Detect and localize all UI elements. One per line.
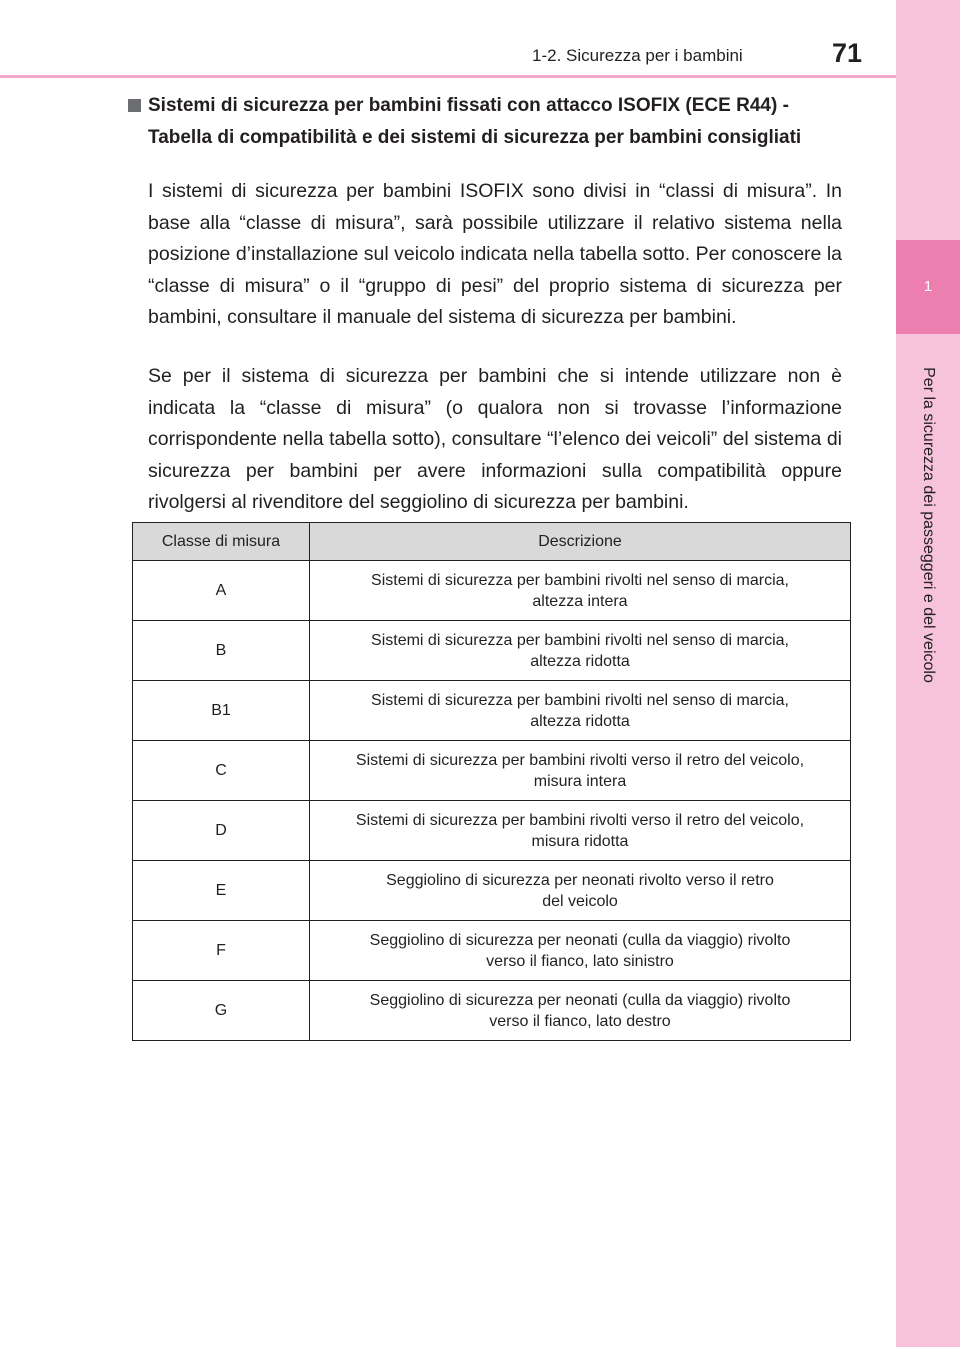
description-cell bbox=[310, 861, 851, 921]
table-row bbox=[133, 741, 851, 801]
column-header-description: Descrizione bbox=[310, 523, 851, 561]
description-line-2: altezza ridotta bbox=[530, 712, 630, 730]
description-line-1: Seggiolino di sicurezza per neonati (culla da viaggio) rivolto bbox=[369, 991, 791, 1009]
size-class-cell: C bbox=[133, 741, 310, 801]
column-header-class: Classe di misura bbox=[133, 523, 310, 561]
description-line-1: Sistemi di sicurezza per bambini rivolti nel senso di marcia, bbox=[371, 691, 789, 709]
chapter-number-tab: 1 bbox=[896, 240, 960, 334]
table-row bbox=[133, 981, 851, 1041]
description-line-2: verso il fianco, lato sinistro bbox=[486, 952, 674, 970]
description-cell bbox=[310, 741, 851, 801]
chapter-title-text: Per la sicurezza dei passeggeri e del veicolo bbox=[920, 367, 937, 683]
table-row bbox=[133, 921, 851, 981]
description-line-1: Sistemi di sicurezza per bambini rivolti nel senso di marcia, bbox=[371, 631, 789, 649]
description-line-1: Sistemi di sicurezza per bambini rivolti verso il retro del veicolo, bbox=[355, 811, 805, 829]
description-line-2: misura ridotta bbox=[531, 832, 629, 850]
description-cell bbox=[310, 801, 851, 861]
description-line-2: misura intera bbox=[533, 772, 627, 790]
size-class-cell: B bbox=[133, 621, 310, 681]
table-row bbox=[133, 801, 851, 861]
table-row bbox=[133, 861, 851, 921]
description-line-2: del veicolo bbox=[542, 892, 618, 910]
page-number: 71 bbox=[832, 38, 863, 68]
size-class-cell: E bbox=[133, 861, 310, 921]
table-row bbox=[133, 561, 851, 621]
size-class-table bbox=[132, 522, 851, 1041]
description-cell bbox=[310, 921, 851, 981]
description-line-2: altezza ridotta bbox=[530, 652, 630, 670]
description-cell bbox=[310, 561, 851, 621]
description-cell bbox=[310, 681, 851, 741]
header-divider bbox=[0, 75, 896, 78]
size-class-cell: B1 bbox=[133, 681, 310, 741]
section-heading bbox=[128, 90, 848, 154]
description-cell bbox=[310, 981, 851, 1041]
description-line-1: Sistemi di sicurezza per bambini rivolti nel senso di marcia, bbox=[371, 571, 789, 589]
running-header-section: 1-2. Sicurezza per i bambini bbox=[532, 46, 743, 65]
description-line-2: verso il fianco, lato destro bbox=[489, 1012, 671, 1030]
size-class-cell: D bbox=[133, 801, 310, 861]
section-heading-text: Sistemi di sicurezza per bambini fissati con attacco ISOFIX (ECE R44) - Tabella di compatibilità e dei sistemi di sicurezza per bambini consigliati bbox=[148, 95, 802, 148]
table-row bbox=[133, 681, 851, 741]
chapter-title-vertical bbox=[896, 340, 960, 710]
description-line-1: Sistemi di sicurezza per bambini rivolti verso il retro del veicolo, bbox=[355, 751, 805, 769]
size-class-cell: G bbox=[133, 981, 310, 1041]
table-row bbox=[133, 621, 851, 681]
description-line-1: Seggiolino di sicurezza per neonati rivolto verso il retro bbox=[386, 871, 774, 889]
size-class-cell: F bbox=[133, 921, 310, 981]
size-class-cell: A bbox=[133, 561, 310, 621]
description-line-2: altezza intera bbox=[532, 592, 628, 610]
square-bullet-icon bbox=[128, 99, 141, 112]
description-cell bbox=[310, 621, 851, 681]
body-paragraph: I sistemi di sicurezza per bambini ISOFIX sono divisi in “classi di misura”. In base alla “classe di misura”, sarà possibile utilizzare il relativo sistema nella posizione d’installazione sul veicolo indicata nella tabella sotto. Per conoscere la “classe di misura” o il “gruppo di pesi” del proprio sistema di sicurezza per bambini, consultare il manuale del sistema di sicurezza per bambini. bbox=[148, 180, 842, 328]
description-line-1: Seggiolino di sicurezza per neonati (culla da viaggio) rivolto bbox=[369, 931, 791, 949]
table-header-row bbox=[133, 523, 851, 561]
body-paragraph: Se per il sistema di sicurezza per bambini che si intende utilizzare non è indicata la “classe di misura” (o qualora non si trovasse l’informazione corrispondente nella tabella sotto), consultare “l’elenco dei veicoli” del sistema di sicurezza per bambini per avere informazioni sulla compatibilità oppure rivolgersi al rivenditore del seggiolino di sicurezza per bambini. bbox=[148, 365, 842, 513]
